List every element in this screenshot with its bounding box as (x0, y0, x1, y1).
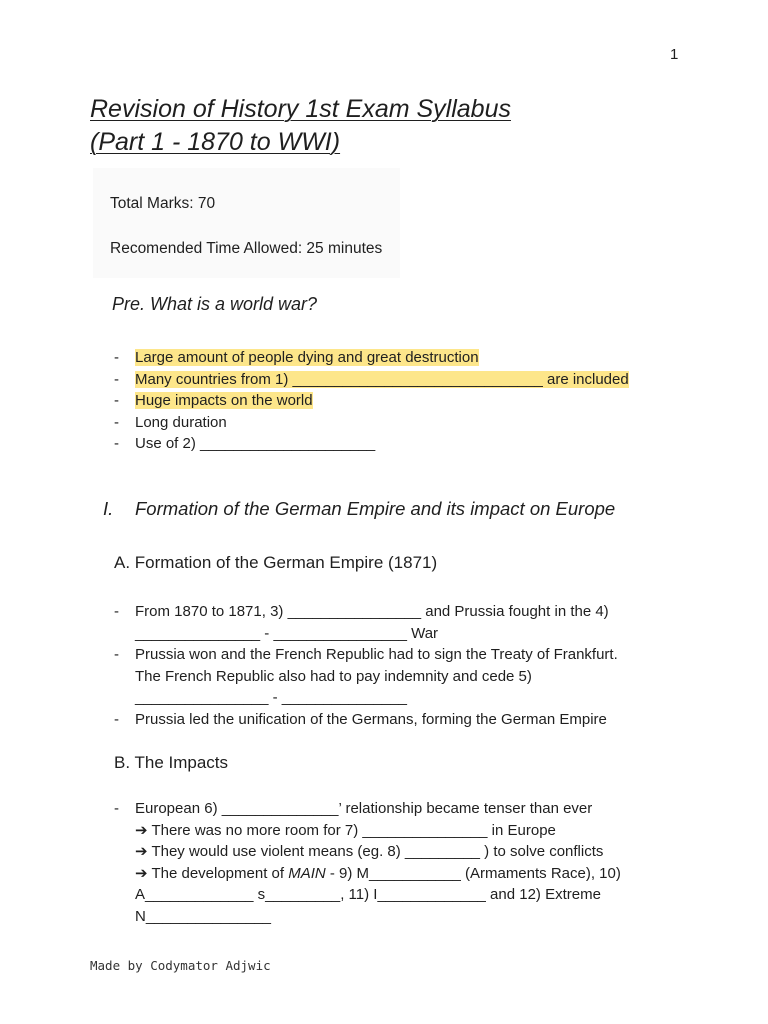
subsection-a-list (112, 601, 618, 731)
arrow-line (135, 863, 621, 885)
line: - European 6) ______________’ relationship became tenser than ever (135, 800, 593, 817)
line: _______________ - ________________ War (135, 624, 439, 642)
highlighted-text: Large amount of people dying and great destruction (135, 349, 479, 366)
list-item (112, 798, 621, 928)
highlighted-text: Huge impacts on the world (135, 392, 313, 410)
emphasis-text: MAIN (288, 864, 326, 882)
footer-credit: Made by Codymator Adjwic (90, 958, 271, 973)
highlighted-text: Many countries from 1) ______________________________ are included (135, 370, 629, 388)
document-title (90, 93, 511, 159)
list-item (112, 412, 629, 434)
list-item (112, 347, 629, 369)
line: A_____________ s_________, 11) I_____________ and 12) Extreme (135, 886, 601, 904)
line: - Prussia led the unification of the Germans, forming the German Empire (135, 710, 607, 728)
section-title: Formation of the German Empire and its impact on Europe (135, 498, 616, 519)
subsection-b-list (112, 798, 621, 928)
line: ________________ - _______________ (135, 689, 407, 707)
line: - From 1870 to 1871, 3) ________________ and Prussia fought in the 4) (135, 603, 609, 620)
list-item-text: Long duration (135, 413, 227, 431)
line: The French Republic also had to pay indemnity and cede 5) (135, 667, 532, 685)
pre-heading: Pre. What is a world war? (112, 294, 318, 314)
subsection-a-heading: A. Formation of the German Empire (1871) (114, 553, 438, 572)
total-marks: Total Marks: 70 (110, 195, 216, 212)
page-number: 1 (670, 46, 679, 63)
line: - Prussia won and the French Republic had to sign the Treaty of Frankfurt. (135, 646, 618, 664)
section-number: I. (103, 498, 114, 519)
list-item-text: Use of 2) _____________________ (135, 435, 376, 453)
list-item (112, 644, 618, 709)
list-item (112, 369, 629, 391)
title-line-1: Revision of History 1st Exam Syllabus (90, 95, 511, 123)
arrow-line: ➔ They would use violent means (eg. 8) _________ ) to solve conflicts (135, 843, 604, 861)
list-item (112, 433, 629, 455)
title-line-2: (Part 1 - 1870 to WWI) (90, 128, 341, 156)
pre-list (112, 347, 629, 455)
exam-info-box (93, 168, 400, 278)
list-item (112, 709, 618, 731)
list-item (112, 390, 629, 412)
text: - 9) M___________ (Armaments Race), 10) (325, 864, 621, 882)
section-1-heading (103, 498, 615, 520)
list-item (112, 601, 618, 644)
line: N_______________ (135, 907, 271, 925)
subsection-b-heading: B. The Impacts (114, 753, 229, 772)
time-allowed: Recomended Time Allowed: 25 minutes (110, 240, 383, 257)
arrow-line: ➔ There was no more room for 7) _______________ in Europe (135, 821, 556, 839)
text: ➔ The development of (135, 864, 289, 882)
